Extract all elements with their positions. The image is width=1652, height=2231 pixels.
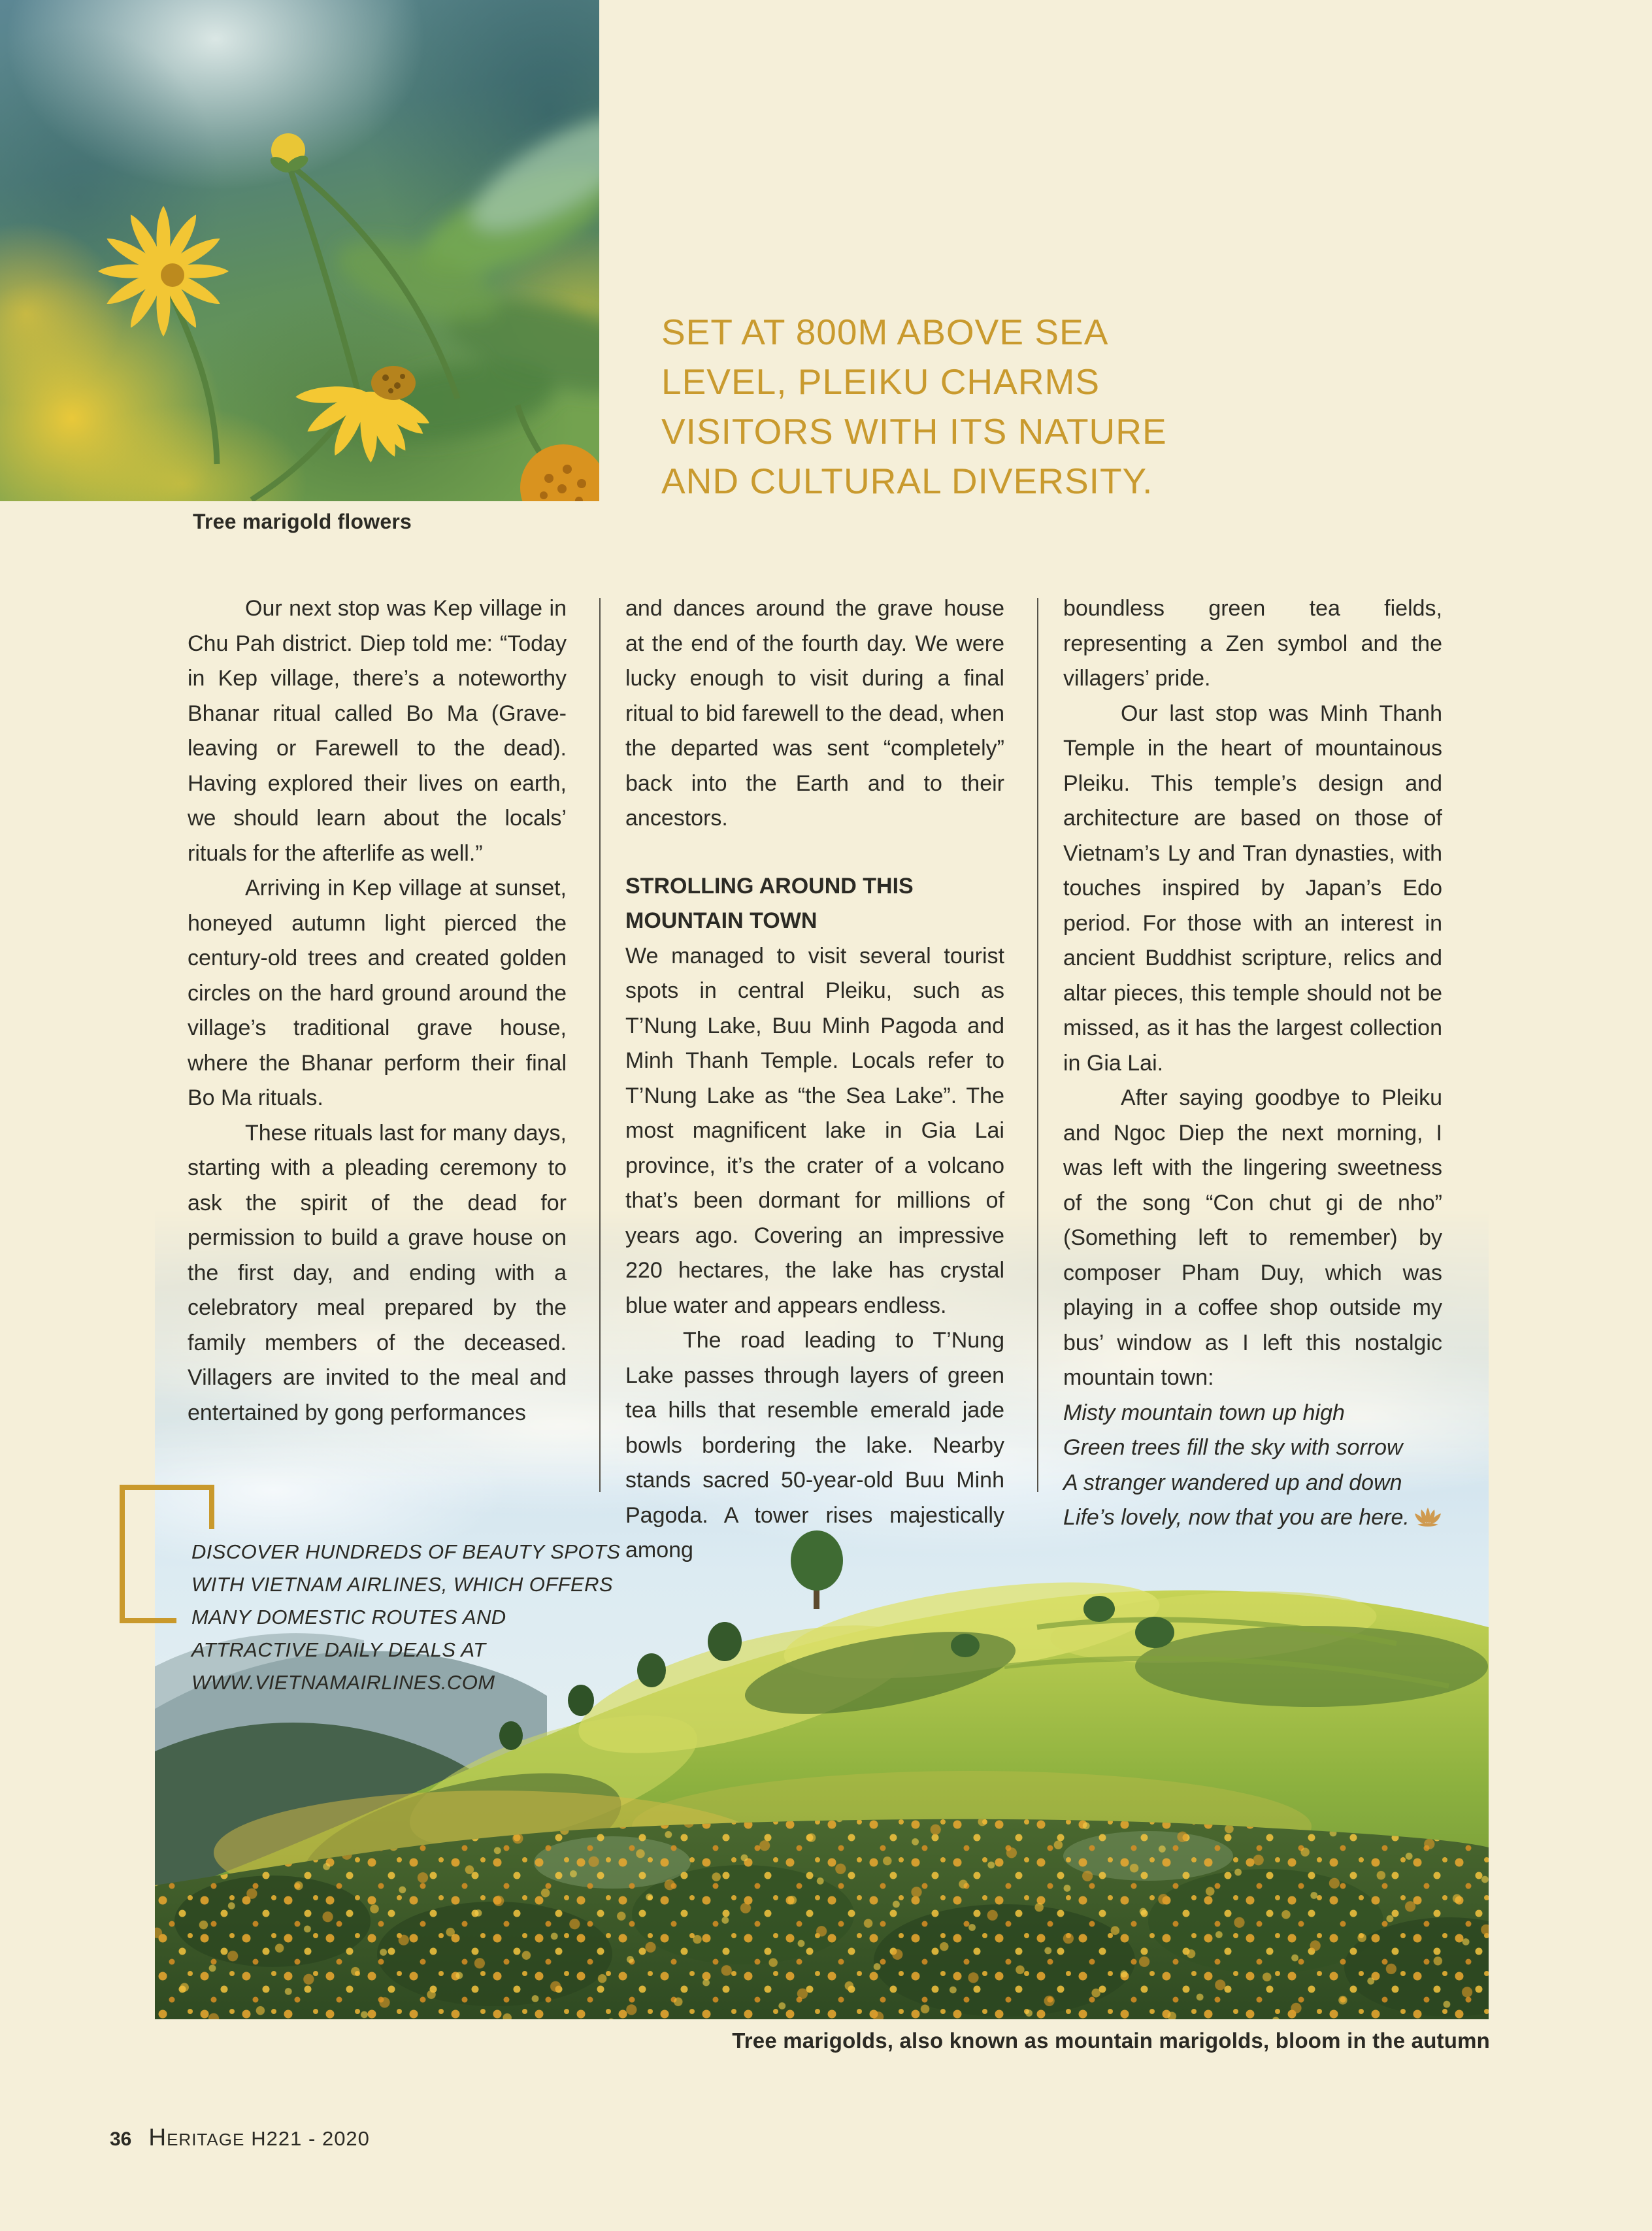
page-footer <box>110 2124 370 2151</box>
paragraph: Our last stop was Minh Thanh Temple in the heart of mountainous Pleiku. This temple’s design and architecture are based on those of Vietnam’s Ly and Tran dynasties, with touches inspired by Japan’s Edo period. For those with an interest in ancient Buddhist scripture, relics and altar pieces, this temple should not be missed, as it has the largest collection in Gia Lai. <box>1063 701 1442 1076</box>
pull-quote <box>661 307 1167 506</box>
column-divider <box>599 598 601 1492</box>
magazine-name: Heritage <box>148 2124 245 2151</box>
paragraph: Our next stop was Kep village in Chu Pah district. Diep told me: “Today in Kep village, there’s a noteworthy Bhanar ritual called Bo Ma (Grave-leaving or Farewell to the dead). Having explored their lives on earth, we should learn about the locals’ rituals for the afterlife as well.” <box>188 596 567 866</box>
pull-quote-line: AND CULTURAL DIVERSITY. <box>661 461 1153 501</box>
column-divider <box>1037 598 1038 1492</box>
section-heading-line: STROLLING AROUND THIS <box>625 873 914 899</box>
bottom-photo-caption: Tree marigolds, also known as mountain marigolds, bloom in the autumn <box>732 2028 1490 2053</box>
sidebar-note-line: WWW.VIETNAMAIRLINES.COM <box>191 1671 495 1694</box>
poem-line: Green trees fill the sky with sorrow <box>1063 1435 1403 1460</box>
paragraph: After saying goodbye to Pleiku and Ngoc Diep the next morning, I was left with the lingering sweetness of the song “Con chut gi de nho” (Something left to remember) by composer Pham Duy, which was playing in a coffee shop outside my bus’ window as I left this nostalgic mountain town: <box>1063 1085 1442 1390</box>
body-column-3 <box>1063 591 1442 1536</box>
poem-line <box>1063 1500 1442 1536</box>
poem-line: Misty mountain town up high <box>1063 1400 1345 1425</box>
poem-line: A stranger wandered up and down <box>1063 1470 1402 1495</box>
paragraph: and dances around the grave house at the end of the fourth day. We were lucky enough to visit during a final ritual to bid farewell to the dead, when the departed was sent “completely” back into the Earth and to their ancestors. <box>625 596 1004 831</box>
sidebar-note-line: WITH VIETNAM AIRLINES, WHICH OFFERS <box>191 1573 613 1596</box>
body-column-2 <box>625 591 1004 1568</box>
top-photo-caption: Tree marigold flowers <box>193 510 412 533</box>
body-column-1 <box>188 591 567 1430</box>
paragraph: We managed to visit several tourist spots in central Pleiku, such as T’Nung Lake, Buu Minh Pagoda and Minh Thanh Temple. Locals refer to T’Nung Lake as “the Sea Lake”. The most magnificent lake in Gia Lai province, it’s the crater of a volcano that’s been dormant for millions of years ago. Covering an impressive 220 hectares, the lake has crystal blue water and appears endless. <box>625 943 1004 1318</box>
paragraph: Arriving in Kep village at sunset, honeyed autumn light pierced the century-old trees and created golden circles on the hard ground around the village’s traditional grave house, where the Bhanar perform their final Bo Ma rituals. <box>188 876 567 1110</box>
pull-quote-line: SET AT 800M ABOVE SEA <box>661 312 1109 352</box>
sidebar-note-line: ATTRACTIVE DAILY DEALS AT <box>191 1638 486 1661</box>
paragraph: The road leading to T’Nung Lake passes through layers of green tea hills that resemble emerald jade bowls bordering the lake. Nearby stands sacred 50-year-old Buu Minh Pagoda. A tower rises majestically among <box>625 1328 1004 1562</box>
pull-quote-line: VISITORS WITH ITS NATURE <box>661 411 1167 452</box>
sidebar-note <box>191 1536 620 1699</box>
paragraph: These rituals last for many days, starting with a pleading ceremony to ask the spirit of the dead for permission to build a grave house on the first day, and ending with a celebratory meal prepared by the family members of the deceased. Villagers are invited to the meal and entertained by gong performances <box>188 1120 567 1425</box>
section-heading-line: MOUNTAIN TOWN <box>625 908 818 933</box>
tree-marigold-photo-art <box>0 0 599 501</box>
sidebar-note-line: DISCOVER HUNDREDS OF BEAUTY SPOTS <box>191 1540 621 1563</box>
tree-marigold-photo <box>0 0 599 501</box>
lotus-icon <box>1413 1502 1442 1538</box>
paragraph: boundless green tea fields, representing a Zen symbol and the villagers’ pride. <box>1063 596 1442 691</box>
pull-quote-line: LEVEL, PLEIKU CHARMS <box>661 361 1100 402</box>
page-number: 36 <box>110 2128 132 2150</box>
poem-line-text: Life’s lovely, now that you are here. <box>1063 1505 1410 1530</box>
issue-label: H221 - 2020 <box>251 2127 370 2150</box>
sidebar-note-line: MANY DOMESTIC ROUTES AND <box>191 1606 506 1628</box>
